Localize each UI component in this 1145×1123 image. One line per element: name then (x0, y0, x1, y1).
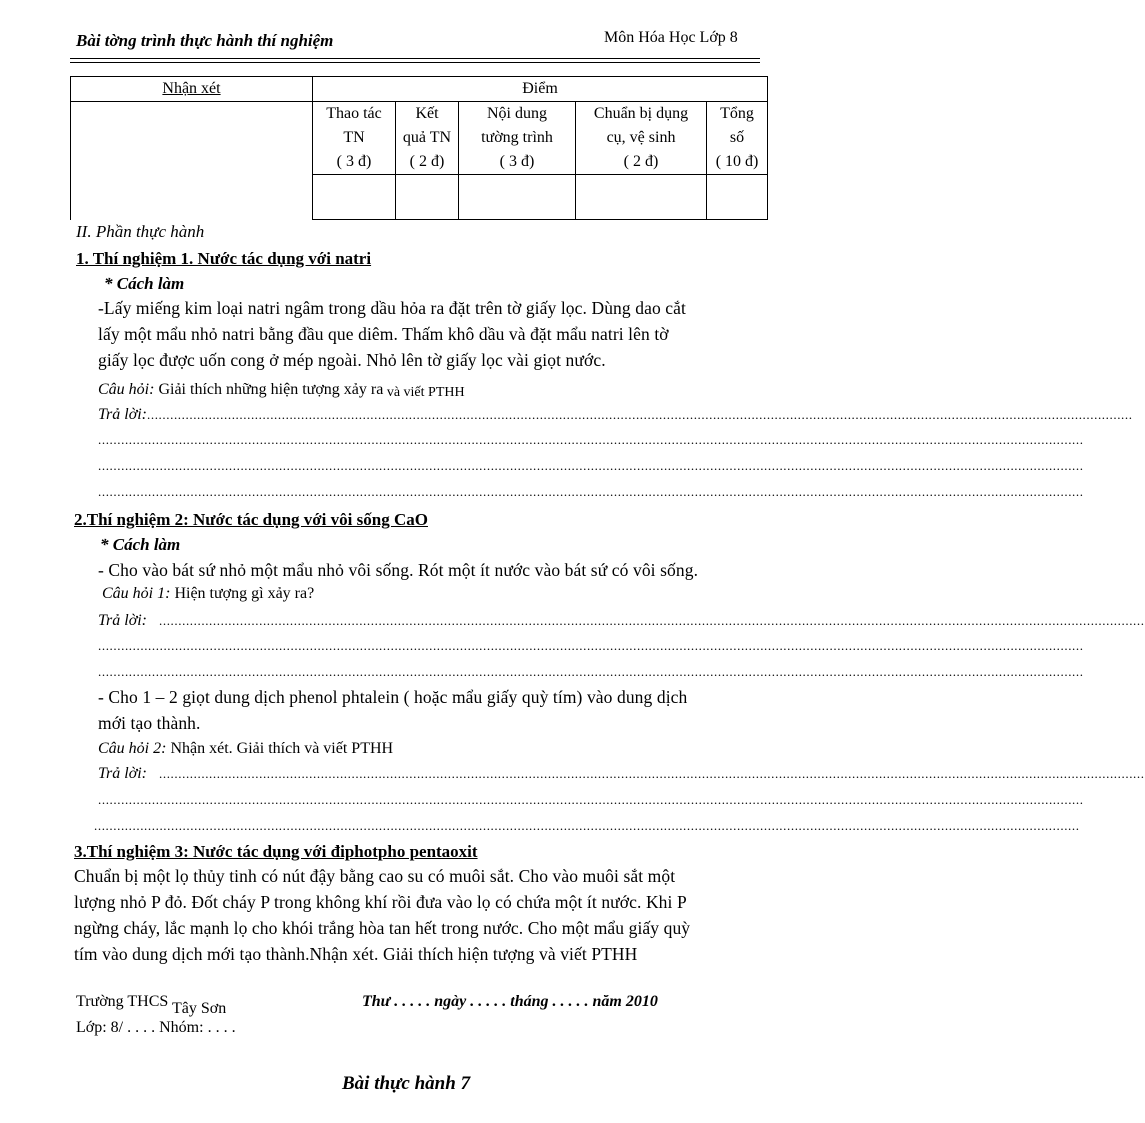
document-subject: Môn Hóa Học Lớp 8 (604, 29, 738, 46)
answer-line[interactable] (98, 406, 1133, 424)
experiment-2-question-2 (98, 740, 393, 758)
answer-line[interactable] (98, 765, 1145, 783)
experiment-3-line: tím vào dung dịch mới tạo thành.Nhận xét. Giải thích hiện tượng và viết PTHH (74, 944, 638, 964)
remark-header: Nhận xét (162, 80, 221, 97)
answer-line[interactable]: ................................................................................................................................................................................................................................................................ (98, 458, 1084, 473)
answer-line[interactable]: ................................................................................................................................................................................................................................................................ (98, 432, 1084, 447)
answer-dots: ................................................................................................................................................................................................................................................................ (159, 766, 1145, 781)
answer-line[interactable]: ................................................................................................................................................................................................................................................................ (98, 792, 1084, 807)
date-line: Thư . . . . . ngày . . . . . tháng . . . . . năm 2010 (362, 993, 658, 1010)
column-points: ( 3 đ) (336, 153, 372, 170)
class-group-line: Lớp: 8/ . . . . Nhóm: . . . . (76, 1019, 236, 1036)
column-label: Chuẩn bị dụng (593, 105, 689, 122)
experiment-3-title: 3.Thí nghiệm 3: Nước tác dụng với điphotpho pentaoxit (74, 842, 478, 861)
score-column-header (396, 102, 459, 175)
header-divider-second (70, 62, 760, 63)
answer-line[interactable]: ................................................................................................................................................................................................................................................................ (98, 484, 1084, 499)
column-points: ( 3 đ) (499, 153, 535, 170)
question-label: Câu hỏi 2: (98, 740, 167, 757)
column-label: cụ, vệ sinh (606, 129, 676, 146)
school-label: Trường THCS (76, 993, 169, 1010)
experiment-1-method-label: * Cách làm (104, 274, 185, 293)
experiment-2-question-1 (102, 585, 314, 603)
score-entry-cell[interactable] (313, 175, 396, 220)
experiment-1-method-line: -Lấy miếng kim loại natri ngâm trong dầu hỏa ra đặt trên tờ giấy lọc. Dùng dao cắt (98, 298, 686, 318)
column-label: Tổng (720, 105, 754, 122)
answer-line[interactable]: ................................................................................................................................................................................................................................................................ (94, 818, 1080, 833)
score-header: Điểm (313, 77, 768, 102)
document-header-title: Bài tờng trình thực hành thí nghiệm (76, 31, 334, 50)
column-points: ( 2 đ) (409, 153, 445, 170)
experiment-3-line: Chuẩn bị một lọ thủy tinh có nút đậy bằng cao su có muôi sắt. Cho vào muôi sắt một (74, 866, 676, 886)
score-column-header (313, 102, 396, 175)
experiment-2-step-line: - Cho 1 – 2 giọt dung dịch phenol phtalein ( hoặc mẩu giấy quỳ tím) vào dung dịch (98, 687, 688, 707)
question-tail: và viết PTHH (383, 385, 465, 400)
answer-label: Trả lời: (98, 612, 147, 629)
score-column-header (459, 102, 576, 175)
answer-line[interactable] (98, 612, 1145, 630)
question-label: Câu hỏi 1: (102, 585, 171, 602)
experiment-1-question (98, 381, 465, 399)
score-column-header (707, 102, 768, 175)
column-points: ( 10 đ) (715, 153, 759, 170)
score-entry-cell[interactable] (459, 175, 576, 220)
experiment-1-method-line: giấy lọc được uốn cong ở mép ngoài. Nhỏ lên tờ giấy lọc vài giọt nước. (98, 350, 606, 370)
experiment-2-method-line: - Cho vào bát sứ nhỏ một mẩu nhỏ vôi sống. Rót một ít nước vào bát sứ có vôi sống. (98, 560, 699, 580)
score-entry-cell[interactable] (707, 175, 768, 220)
score-entry-cell[interactable] (576, 175, 707, 220)
question-label: Câu hỏi: (98, 381, 155, 398)
experiment-3-line: lượng nhỏ P đỏ. Đốt cháy P trong không khí rồi đưa vào lọ có chứa một ít nước. Khi P (74, 892, 687, 912)
remark-cell (71, 102, 313, 220)
header-divider (70, 58, 760, 59)
column-label: số (729, 129, 745, 146)
experiment-1-method-line: lấy một mẩu nhỏ natri bằng đầu que diêm. Thấm khô dầu và đặt mẩu natri lên tờ (98, 324, 669, 344)
column-label: Thao tác (326, 105, 382, 122)
answer-label: Trả lời: (98, 765, 147, 782)
remark-header-cell (71, 77, 313, 102)
score-table (70, 76, 768, 220)
score-column-header (576, 102, 707, 175)
answer-dots: ................................................................................................................................................................................................................................................................ (147, 407, 1133, 422)
experiment-2-title: 2.Thí nghiệm 2: Nước tác dụng với vôi sống CaO (74, 510, 428, 529)
column-label: Kết (415, 105, 439, 122)
column-label: quả TN (402, 129, 452, 146)
experiment-2-method-label: * Cách làm (100, 535, 181, 554)
experiment-3-line: ngừng cháy, lắc mạnh lọ cho khói trắng hòa tan hết trong nước. Cho một mẩu giấy quỳ (74, 918, 691, 938)
school-name: Tây Sơn (172, 1000, 227, 1017)
question-text: Hiện tượng gì xảy ra? (170, 585, 315, 602)
experiment-1-title: 1. Thí nghiệm 1. Nước tác dụng với natri (76, 249, 372, 268)
score-entry-cell[interactable] (396, 175, 459, 220)
answer-label: Trả lời: (98, 406, 147, 423)
school-line (76, 993, 227, 1017)
column-points: ( 2 đ) (623, 153, 659, 170)
column-label: tường trình (481, 129, 553, 146)
question-text: Giải thích những hiện tượng xảy ra (154, 381, 384, 398)
answer-dots: ................................................................................................................................................................................................................................................................ (159, 613, 1145, 628)
answer-line[interactable]: ................................................................................................................................................................................................................................................................ (98, 638, 1084, 653)
section-title: II. Phần thực hành (76, 222, 205, 241)
column-label: Nội dung (487, 105, 547, 122)
question-text: Nhận xét. Giải thích và viết PTHH (166, 740, 394, 757)
column-label: TN (343, 129, 365, 146)
practice-title: Bài thực hành 7 (342, 1073, 471, 1094)
answer-line[interactable]: ................................................................................................................................................................................................................................................................ (98, 664, 1084, 679)
experiment-2-step-line: mới tạo thành. (98, 713, 201, 733)
